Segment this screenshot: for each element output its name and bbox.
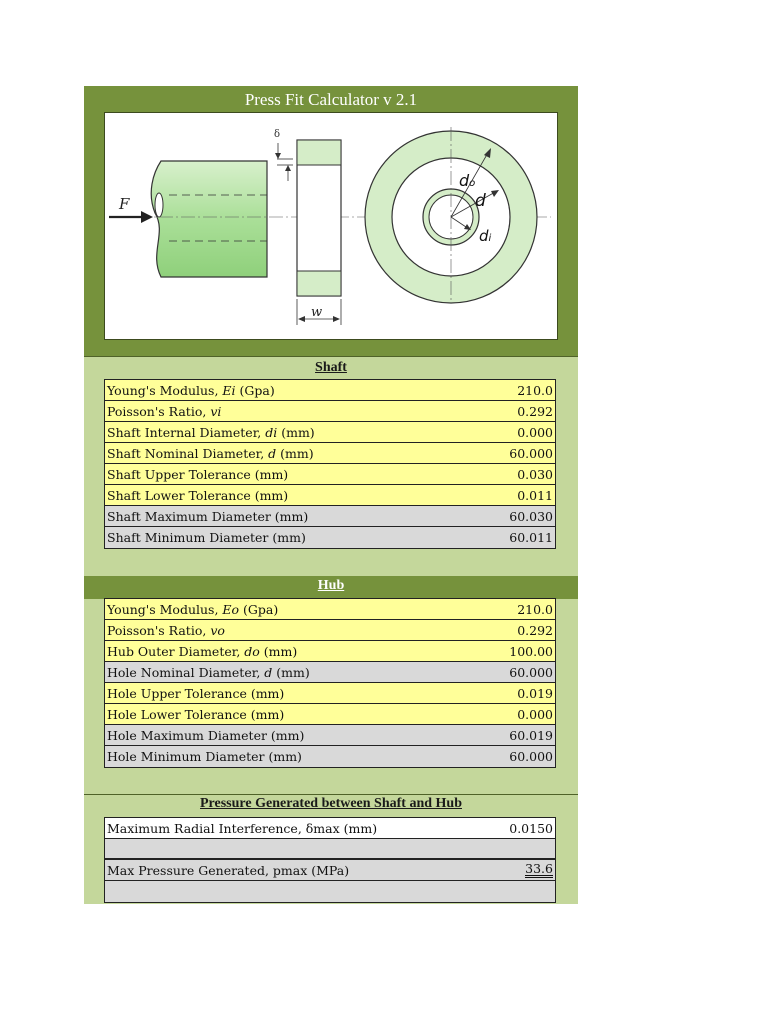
label-text: Hole Maximum Diameter (mm) <box>107 727 305 743</box>
shaft-row-label <box>107 509 308 524</box>
calculator-title: Press Fit Calculator v 2.1 <box>244 90 418 109</box>
hub-row-label <box>107 623 225 638</box>
hub-row-label <box>107 602 278 617</box>
shaft-row-value[interactable]: 60.000 <box>509 445 553 461</box>
label-text: Shaft Lower Tolerance (mm) <box>107 487 289 503</box>
symbol-text: vi <box>210 403 222 419</box>
hub-row-value[interactable]: 0.292 <box>517 622 553 638</box>
di-label: d <box>479 227 489 245</box>
shaft-heading: Shaft <box>315 360 347 375</box>
hub-row-label <box>107 686 284 701</box>
label-text: Poisson's Ratio, <box>107 403 211 419</box>
pmax-value[interactable]: 33.6 <box>525 861 553 876</box>
hub-table <box>104 598 556 768</box>
hub-row-label <box>107 644 297 659</box>
di-subscript: i <box>488 233 492 244</box>
hub-row <box>105 704 555 725</box>
delta-label: δ <box>274 129 281 140</box>
shaft-row <box>105 527 555 548</box>
hub-row-value[interactable]: 210.0 <box>517 601 553 617</box>
pmax-row <box>105 860 555 881</box>
shaft-row-value[interactable]: 0.011 <box>517 487 553 503</box>
hub-row-value[interactable]: 100.00 <box>509 643 553 659</box>
shaft-row-label <box>107 446 314 461</box>
interference-label: Maximum Radial Interference, δmax (mm) <box>107 820 378 836</box>
unit-text: (mm) <box>277 424 315 440</box>
shaft-row <box>105 443 555 464</box>
do-label: d <box>459 171 470 190</box>
press-fit-calculator <box>84 86 578 904</box>
label-text: Shaft Internal Diameter, <box>107 424 266 440</box>
label-text: Shaft Minimum Diameter (mm) <box>107 530 306 545</box>
unit-text: (mm) <box>276 445 314 461</box>
hub-row-label <box>107 707 284 722</box>
label-text: Hole Nominal Diameter, <box>107 664 265 680</box>
d-label: d <box>475 191 486 211</box>
symbol-text: d <box>264 664 273 680</box>
symbol-text: vo <box>210 622 225 638</box>
label-text: Young's Modulus, <box>107 601 223 617</box>
hub-row <box>105 599 555 620</box>
shaft-row-label <box>107 488 288 503</box>
shaft-row-value[interactable]: 0.030 <box>517 466 553 482</box>
shaft-row-label <box>107 383 275 398</box>
do-subscript: o <box>469 178 476 189</box>
label-text: Shaft Upper Tolerance (mm) <box>107 466 289 482</box>
shaft-row-value: 60.030 <box>509 508 553 524</box>
force-label: F <box>119 195 130 213</box>
unit-text: (mm) <box>272 664 310 680</box>
shaft-row <box>105 380 555 401</box>
blank-row-bottom <box>105 881 555 902</box>
hub-row-label <box>107 665 310 680</box>
hub-row <box>105 662 555 683</box>
unit-text: (mm) <box>259 643 298 659</box>
hub-row-label <box>107 728 304 743</box>
pressure-heading: Pressure Generated between Shaft and Hub <box>200 796 462 811</box>
label-text: Hole Minimum Diameter (mm) <box>107 749 302 764</box>
hub-row-value[interactable]: 0.019 <box>517 685 553 701</box>
shaft-row-label <box>107 425 315 440</box>
hub-row-label <box>107 749 302 764</box>
hub-row <box>105 683 555 704</box>
pmax-label: Max Pressure Generated, pmax (MPa) <box>107 862 350 878</box>
shaft-row <box>105 485 555 506</box>
pressure-table <box>104 817 556 903</box>
shaft-row-value[interactable]: 0.000 <box>517 424 553 440</box>
shaft-hub-illustration <box>105 113 557 339</box>
hub-heading: Hub <box>317 578 345 593</box>
shaft-row <box>105 464 555 485</box>
label-text: Shaft Nominal Diameter, <box>107 445 269 461</box>
label-text: Hole Upper Tolerance (mm) <box>107 685 285 701</box>
shaft-row <box>105 422 555 443</box>
shaft-row-label <box>107 530 306 545</box>
symbol-text: do <box>244 643 260 659</box>
blank-row <box>105 839 555 860</box>
symbol-text: Ei <box>222 382 236 398</box>
width-label: w <box>311 305 323 320</box>
label-text: Hole Lower Tolerance (mm) <box>107 706 285 722</box>
hub-row <box>105 620 555 641</box>
press-fit-diagram <box>104 112 558 340</box>
shaft-row-value[interactable]: 0.292 <box>517 403 553 419</box>
label-text: Poisson's Ratio, <box>107 622 211 638</box>
hub-row-value: 60.019 <box>509 727 553 743</box>
shaft-row-value[interactable]: 210.0 <box>517 382 553 398</box>
hub-row <box>105 725 555 746</box>
symbol-text: di <box>265 424 278 440</box>
interference-value[interactable]: 0.0150 <box>509 820 553 836</box>
label-text: Shaft Maximum Diameter (mm) <box>107 508 309 524</box>
hub-row <box>105 746 555 767</box>
shaft-row <box>105 401 555 422</box>
symbol-text: Eo <box>222 601 240 617</box>
symbol-text: d <box>268 445 277 461</box>
shaft-table <box>104 379 556 549</box>
shaft-shape <box>151 161 267 277</box>
shaft-row-label <box>107 467 288 482</box>
shaft-row <box>105 506 555 527</box>
label-text: Young's Modulus, <box>107 382 223 398</box>
hub-row <box>105 641 555 662</box>
hub-row-value: 60.000 <box>509 664 553 680</box>
interference-row <box>105 818 555 839</box>
unit-text: (Gpa) <box>239 601 279 617</box>
hub-row-value[interactable]: 0.000 <box>517 706 553 722</box>
shaft-row-label <box>107 404 221 419</box>
shaft-row-value: 60.011 <box>509 530 553 545</box>
hub-row-value: 60.000 <box>509 749 553 764</box>
unit-text: (Gpa) <box>235 382 275 398</box>
label-text: Hub Outer Diameter, <box>107 643 245 659</box>
